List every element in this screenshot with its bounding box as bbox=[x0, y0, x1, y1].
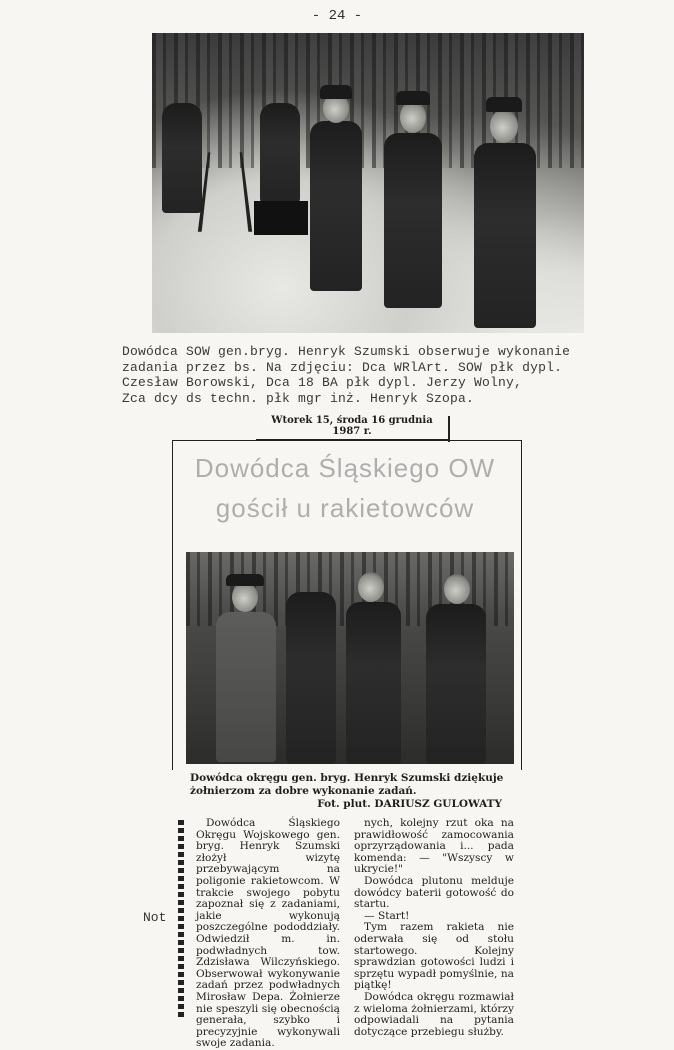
caption-line: Zca dcy ds techn. płk mgr inż. Henryk Szopa. bbox=[122, 390, 475, 406]
clipping-photo-caption bbox=[190, 772, 520, 811]
caption-line: Dowódca SOW gen.bryg. Henryk Szumski obserwuje wykonanie bbox=[122, 344, 571, 359]
article-paragraph: Dowódca plutonu melduje dowódcy baterii gotowość do startu. bbox=[354, 874, 514, 911]
soldier-head bbox=[232, 582, 258, 612]
soldier-cap bbox=[396, 91, 430, 105]
equipment-case bbox=[254, 201, 308, 235]
caption-line: zadania przez bs. Na zdjęciu: Dca WRlArt. SOW płk dypl. bbox=[122, 359, 563, 375]
soldier-head bbox=[400, 101, 426, 133]
article-column-2 bbox=[354, 818, 514, 1038]
soldier-cap bbox=[226, 574, 264, 586]
clipping-border bbox=[521, 440, 522, 770]
photo-caption-text: Dowódca okręgu gen. bryg. Henryk Szumski dziękuje żołnierzom za dobre wykonanie zadań. bbox=[190, 772, 504, 797]
clipping-border bbox=[172, 440, 522, 441]
soldier-figure bbox=[474, 143, 536, 328]
caption-line: Czesław Borowski, Dca 18 BA płk dypl. Jerzy Wolny, bbox=[122, 375, 523, 390]
soldier-figure bbox=[310, 121, 362, 291]
photo-credit: Fot. plut. DARIUSZ GULOWATY bbox=[317, 798, 502, 810]
headline-line: Dowódca Śląskiego OW bbox=[194, 453, 496, 483]
general-figure bbox=[216, 612, 276, 762]
article-paragraph: Tym razem rakieta nie oderwała się od stołu startowego. Kolejny sprawdzian gotowości ludzi i sprzętu wypadł pomyślnie, na piątkę! bbox=[354, 921, 514, 992]
soldier-head bbox=[444, 574, 470, 604]
typewritten-caption bbox=[122, 344, 632, 406]
headline-line: gościł u rakietowców bbox=[215, 493, 475, 523]
soldier-figure bbox=[384, 133, 442, 308]
newspaper-dateline: Wtorek 15, środa 16 grudnia 1987 r. bbox=[256, 415, 448, 440]
article-paragraph: nych, kolejny rzut oka na prawidłowość zamocowania oprzyrządowania i... pada komenda: — "Wszyscy w ukrycie!" bbox=[354, 817, 514, 876]
article-column-1 bbox=[196, 818, 340, 1050]
soldier-cap bbox=[486, 97, 522, 112]
soldier-cap bbox=[320, 85, 352, 99]
soldier-figure bbox=[346, 602, 401, 764]
article-paragraph: Dowódca okręgu rozmawiał z wieloma żołnierzami, którzy odpowiadali na pytania dotyczące przebiegu służby. bbox=[354, 990, 514, 1038]
clipping-headline bbox=[180, 448, 510, 528]
page-number: - 24 - bbox=[311, 8, 363, 24]
article-paragraph: Dowódca Śląskiego Okręgu Wojskowego gen. bryg. Henryk Szumski złożył wizytę przebywającym na poligonie rakietowcom. W trakcie swojego pobytu zapoznał się z zadaniami, jakie wykonują poszczególne pododdziały. Odwiedził m. in. podwładnych tow. Zdzisława Wilczyńskiego. Obserwował wykonywanie zadań przez podwładnych Mirosław Depa. Żołnierze nie speszyli się obecnością generała, szybko i precyzyjnie wykonywali swoje zadania. bbox=[196, 817, 340, 1050]
margin-dotted-line bbox=[178, 820, 184, 1020]
top-photo bbox=[152, 33, 584, 333]
article-paragraph: — Start! bbox=[364, 909, 410, 922]
margin-note: Not bbox=[143, 910, 167, 925]
soldier-head bbox=[358, 572, 384, 602]
soldier-figure bbox=[286, 592, 336, 764]
clipping-photo bbox=[186, 552, 514, 764]
clipping-divider bbox=[448, 416, 450, 442]
soldier-figure bbox=[426, 604, 486, 764]
soldier-figure bbox=[260, 103, 300, 203]
clipping-border bbox=[172, 440, 173, 770]
soldier-figure bbox=[162, 103, 202, 213]
soldier-head bbox=[490, 109, 518, 143]
